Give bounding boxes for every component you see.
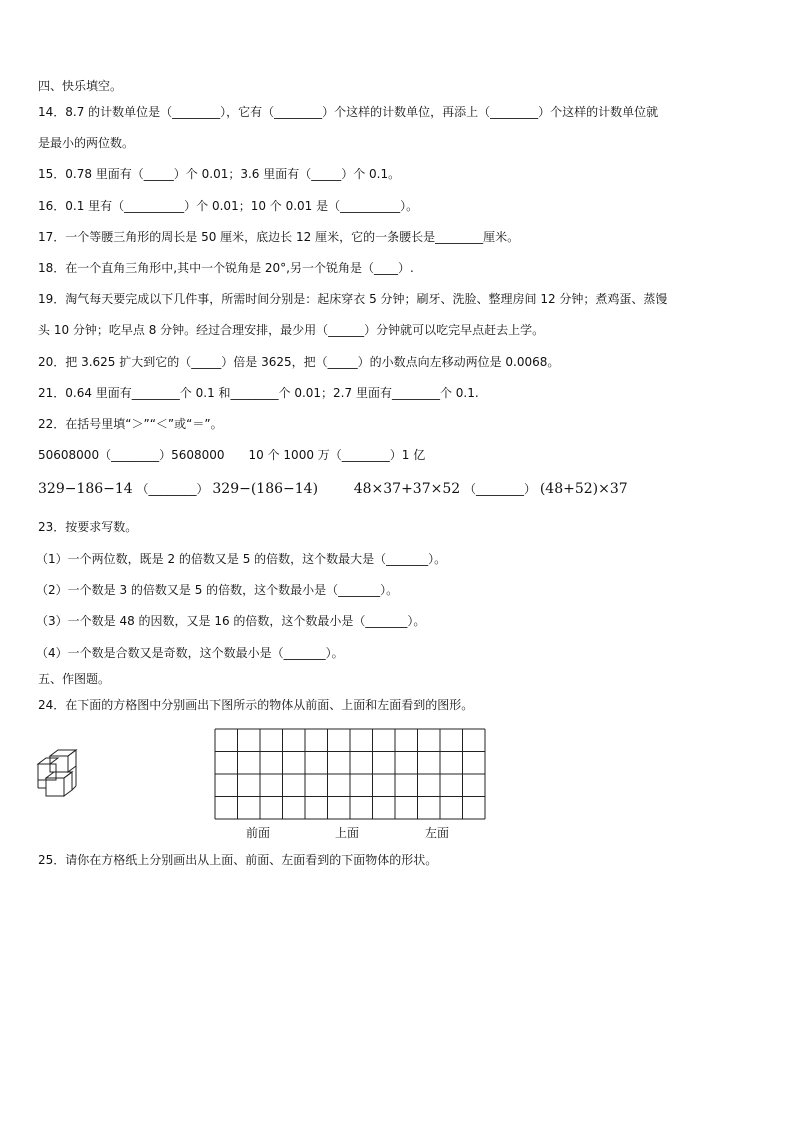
question-23-item-3: （3）一个数是 48 的因数，又是 16 的倍数，这个数最小是（_______）。 [36, 614, 426, 628]
question-19-line2: 头 10 分钟；吃早点 8 分钟。经过合理安排，最少用（______）分钟就可以吃完早点赶去上学。 [38, 323, 545, 337]
section-four-title: 四、快乐填空。 [38, 79, 123, 93]
question-22-row2 [38, 481, 628, 497]
question-23-item-1: （1）一个两位数，既是 2 的倍数又是 5 的倍数，这个数最大是（_______）。 [36, 552, 447, 566]
question-22-title: 22．在括号里填“＞”“＜”或“＝”。 [38, 417, 223, 431]
expr-48x37: 48×37+37×52 [353, 481, 461, 497]
answer-paren-a: （________） [136, 482, 209, 496]
grid-label-top: 上面 [335, 826, 360, 840]
question-22-row1: 50608000（________）5608000 10 个 1000 万（________）1 亿 [38, 448, 426, 462]
expr-329-186-14: 329−186−14 [38, 481, 133, 497]
question-23-title: 23．按要求写数。 [38, 520, 138, 534]
expr-48plus52: (48+52)×37 [539, 481, 628, 497]
answer-paren-b: （________） [463, 482, 536, 496]
question-23-item-4: （4）一个数是合数又是奇数，这个数最小是（_______）。 [36, 646, 344, 660]
question-14-line2: 是最小的两位数。 [38, 136, 135, 150]
section-five-title: 五、作图题。 [38, 672, 111, 686]
question-21: 21．0.64 里面有________个 0.1 和________个 0.01；2.7 里面有________个 0.1. [38, 386, 479, 400]
question-23-item-2: （2）一个数是 3 的倍数又是 5 的倍数，这个数最小是（_______）。 [36, 583, 399, 597]
grid-label-front: 前面 [246, 826, 271, 840]
drawing-grid [214, 728, 486, 820]
question-14-line1: 14．8.7 的计数单位是（________），它有（________）个这样的计数单位，再添上（________）个这样的计数单位就 [38, 105, 659, 119]
grid-label-left: 左面 [425, 826, 450, 840]
cube-stack-figure [36, 748, 82, 800]
question-15: 15．0.78 里面有（_____）个 0.01；3.6 里面有（_____）个 0.1。 [38, 167, 401, 181]
question-24: 24．在下面的方格图中分别画出下图所示的物体从前面、上面和左面看到的图形。 [38, 698, 474, 712]
expr-329-paren: 329−(186−14) [212, 481, 319, 497]
question-19-line1: 19．淘气每天要完成以下几件事，所需时间分别是：起床穿衣 5 分钟；刷牙、洗脸、整理房间 12 分钟；煮鸡蛋、蒸馒 [38, 292, 668, 306]
question-16: 16．0.1 里有（__________）个 0.01；10 个 0.01 是（__________）。 [38, 199, 419, 213]
question-25: 25．请你在方格纸上分别画出从上面、前面、左面看到的下面物体的形状。 [38, 853, 438, 867]
question-18: 18．在一个直角三角形中,其中一个锐角是 20°,另一个锐角是（____）. [38, 261, 414, 275]
question-17: 17．一个等腰三角形的周长是 50 厘米，底边长 12 厘米，它的一条腰长是________厘米。 [38, 230, 520, 244]
question-20: 20．把 3.625 扩大到它的（_____）倍是 3625，把（_____）的小数点向左移动两位是 0.0068。 [38, 355, 560, 369]
